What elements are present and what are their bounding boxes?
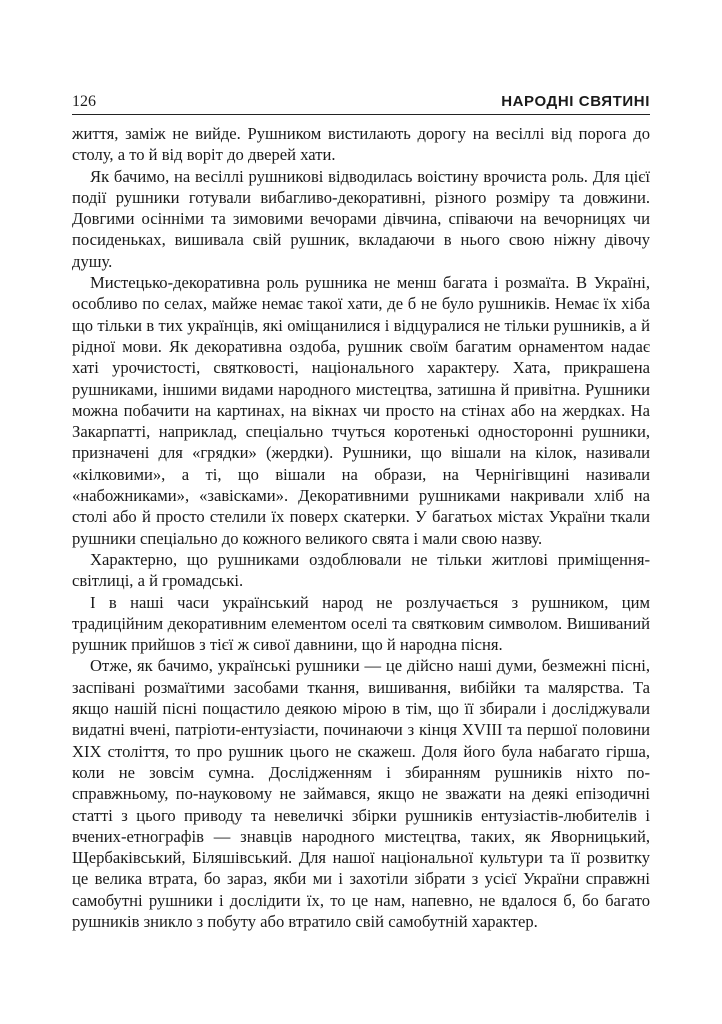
page-number: 126 [72,93,96,110]
running-title: НАРОДНІ СВЯТИНІ [501,93,650,110]
paragraph: Отже, як бачимо, українські рушники — це дійсно наші думи, безмежні пісні, заспівані розмаїтими засобами ткання, вишивання, вибійки та малярства. Та якщо нашій пісні пощастило деякою мірою в тім, що її збирали і досліджували видатні вчені, патріоти-ентузіасти, починаючи з кінця XVIII та першої половини XIX століття, то про рушник цього не скажеш. Доля його була набагато гірша, коли не зовсім сумна. Дослідженням і збиранням рушників ніхто по-справжньому, по-науковому не займався, якщо не зважати на деякі епізодичні статті з цього приводу та невеличкі збірки рушників ентузіастів-любителів і вчених-етнографів — знавців народного мистецтва, таких, як Яворницький, Щербаківський, Біляшівський. Для нашої національної культури та її розвитку це велика втрата, бо зараз, якби ми і захотіли зібрати з усієї України справжні самобутні рушники і дослідити їх, то це нам, напевно, не вдалося б, бо багато рушників зникло з побуту або втратило свій самобутній характер. [72,656,650,931]
body-text [72,123,650,932]
paragraph-continuation: життя, заміж не вийде. Рушником вистилають дорогу на весіллі від порога до столу, а то й від воріт до дверей хати. [72,124,650,165]
paragraph: Як бачимо, на весіллі рушникові відводилась воістину врочиста роль. Для цієї події рушники готували вибагливо-декоративні, різного розміру та довжини. Довгими осінніми та зимовими вечорами дівчина, співаючи на вечорницях чи посиденьках, вишивала свій рушник, вкладаючи в нього свою ніжну дівочу душу. [72,166,650,271]
paragraph: І в наші часи український народ не розлучається з рушником, цим традиційним декоративним елементом оселі та святковим символом. Вишиваний рушник прийшов з тієї ж сивої давнини, що й народна пісня. [72,592,650,655]
paragraph: Мистецько-декоративна роль рушника не менш багата і розмаїта. В Україні, особливо по селах, майже немає такої хати, де б не було рушників. Немає їх хіба що тільки в тих українців, які оміщанилися і відцуралися не тільки рушників, а й рідної мови. Як декоративна оздоба, рушник своїм багатим орнаментом надає хаті урочистості, святковості, національного характеру. Хата, прикрашена рушниками, іншими видами народного мистецтва, затишна й привітна. Рушники можна побачити на картинах, на вікнах чи просто на стінах або на жердках. На Закарпатті, наприклад, спеціально тчуться коротенькі односторонні рушники, призначені для «грядки» (жердки). Рушники, що вішали на кілок, називали «кілковими», а ті, що вішали на образи, на Чернігівщині називали «набожниками», «завісками». Декоративними рушниками накривали хліб на столі або й просто стелили їх поверх скатерки. У багатьох містах України ткали рушники спеціально до кожного великого свята і мали свою назву. [72,273,650,548]
page-header [72,88,650,115]
paragraph: Характерно, що рушниками оздоблювали не тільки житлові приміщення-світлиці, а й громадські. [72,549,650,591]
book-page [72,88,650,932]
